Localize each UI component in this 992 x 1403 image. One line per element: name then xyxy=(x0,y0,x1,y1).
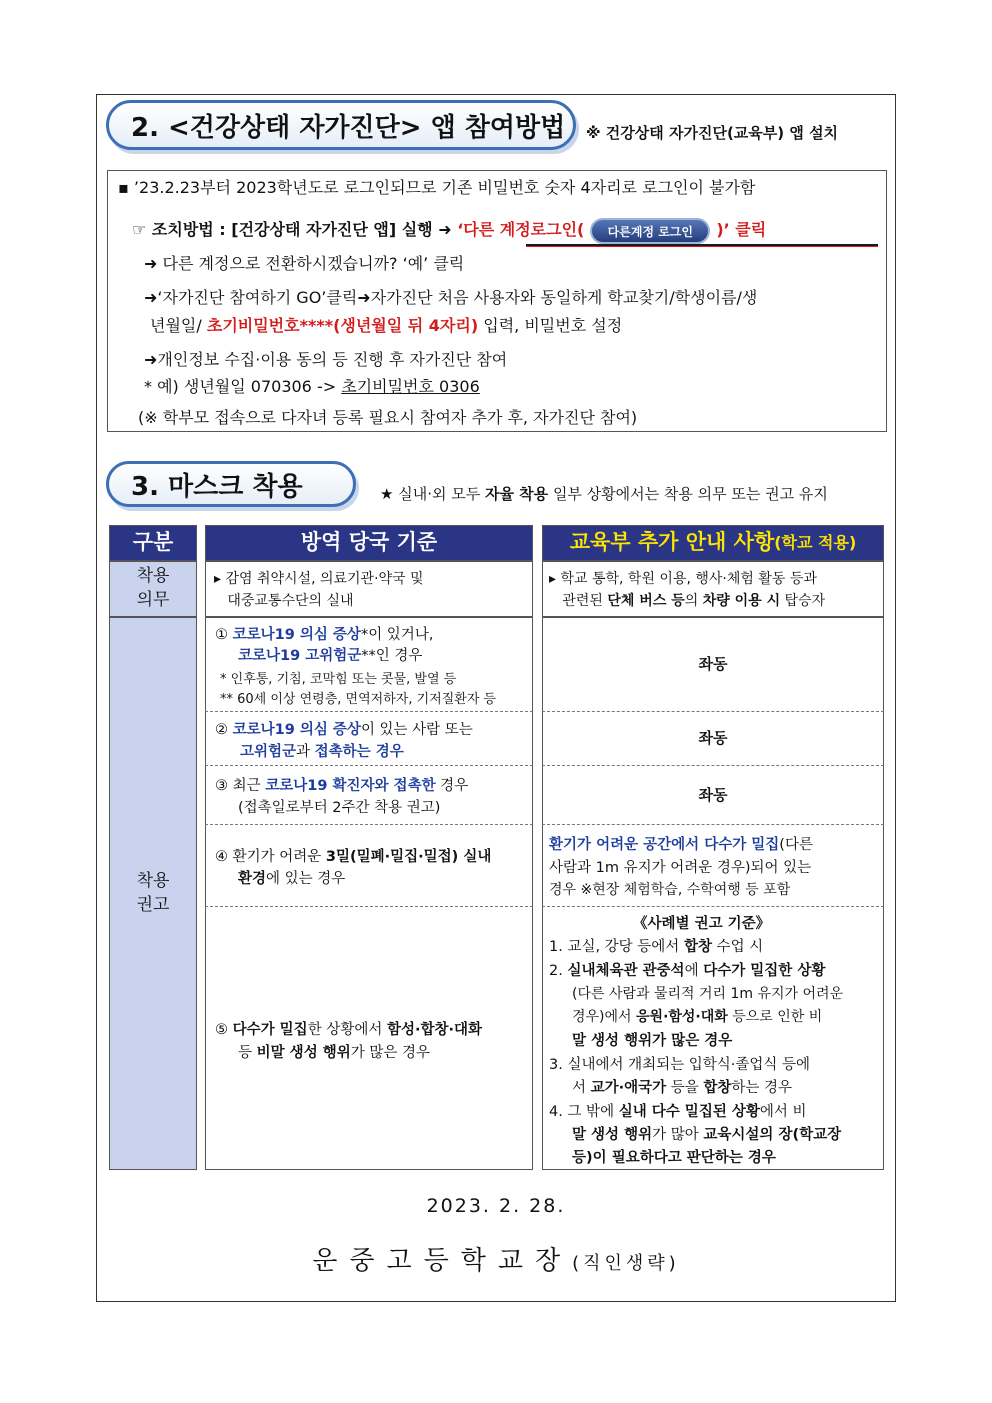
row1-l1 xyxy=(215,623,433,644)
section3-title xyxy=(106,461,356,507)
row2-l2 xyxy=(240,740,404,761)
r3-post: 경우 xyxy=(435,778,469,794)
r5-b1: 다수가 밀집 xyxy=(232,1022,308,1038)
note-a: 실내·외 모두 xyxy=(393,485,485,503)
row3-l1 xyxy=(215,774,468,795)
action-red-b: )’ 클릭 xyxy=(716,220,767,239)
r5-r9-b1: 말 생성 행위 xyxy=(572,1127,653,1143)
header-category: 구분 xyxy=(109,525,197,561)
example-line xyxy=(144,374,480,400)
r5-r8-pre: 4. 그 밖에 xyxy=(549,1104,619,1120)
mandatory-left-a: ▸ 감염 취약시설, 의료기관·약국 및 xyxy=(214,571,424,587)
action-prefix: ☞ 조치방법 : [건강상태 자가진단 앱] 실행 ➜ xyxy=(132,220,458,239)
r2-blue: 코로나19 의심 증상 xyxy=(232,722,361,738)
r1-l2-post: **인 경우 xyxy=(361,648,423,664)
r4-r1-post: (다른 xyxy=(779,837,813,853)
recommend-label-a: 착용 xyxy=(136,870,170,891)
mr-bold2: 차량 이용 시 xyxy=(702,593,781,610)
r5-b2: 함성·합창·대화 xyxy=(386,1022,483,1038)
r1-post: *이 있거나, xyxy=(360,627,434,643)
r5-r4-post: 등으로 인한 비 xyxy=(727,1009,823,1025)
r4-l2-post: 에 있는 경우 xyxy=(266,871,346,887)
r5-r9-mid: 가 많아 xyxy=(652,1127,704,1143)
section2-title xyxy=(106,100,576,150)
mandatory-right-a: ▸ 학교 통학, 학원 이용, 행사·체험 활동 등과 xyxy=(549,571,817,587)
other-account-login-button[interactable]: 다른계정 로그인 xyxy=(590,218,710,244)
mr-bold1: 단체 버스 등 xyxy=(607,593,685,610)
r4-r1-blue: 환기가 어려운 공간에서 다수가 밀집 xyxy=(549,837,780,853)
sep-2-left xyxy=(205,765,533,766)
sep-4-left xyxy=(205,906,533,907)
r2-l2-blue2: 접촉하는 경우 xyxy=(314,744,404,760)
row5-r4 xyxy=(572,1006,822,1026)
r5-r2-b2: 다수가 밀집한 상황 xyxy=(703,963,826,979)
row5-l2 xyxy=(238,1041,430,1062)
r5-r1-b: 합창 xyxy=(683,939,712,955)
row5-r9 xyxy=(572,1123,841,1144)
step2-b xyxy=(150,313,622,339)
action-red-a: ‘다른 계정로그인( xyxy=(457,220,585,239)
section3-note xyxy=(380,483,828,504)
example-pre: * 예) 생년월일 070306 -> xyxy=(144,377,342,396)
mr-mid: 의 xyxy=(684,593,703,610)
seal-note: (직인생략) xyxy=(572,1253,680,1274)
row4-l2 xyxy=(238,867,345,888)
example-underlined: 초기비밀번호 0306 xyxy=(341,377,480,396)
mr-pre: 관련된 xyxy=(549,593,608,610)
r5-r8-b: 실내 다수 밀집된 상황 xyxy=(618,1104,760,1120)
mandatory-label xyxy=(109,561,197,617)
r1-blue: 코로나19 의심 증상 xyxy=(232,627,361,643)
r5-l2-b: 비말 생성 행위 xyxy=(256,1045,351,1061)
mandatory-ministry xyxy=(542,561,884,617)
header-ministry xyxy=(542,525,884,561)
sep-3-right xyxy=(542,824,884,825)
star-icon: ★ xyxy=(380,485,394,503)
step2-b-pre: 년월일/ xyxy=(150,316,207,335)
r5-mid: 한 상황에서 xyxy=(307,1022,387,1038)
sep-3-left xyxy=(205,824,533,825)
section2-note: ※ 건강상태 자가진단(교육부) 앱 설치 xyxy=(586,124,839,142)
r3-pre: ③ 최근 xyxy=(215,778,266,794)
step2-b-post: 입력, 비밀번호 설정 xyxy=(478,316,623,335)
header-authority: 방역 당국 기준 xyxy=(205,525,533,561)
r5-l2-post: 가 많은 경우 xyxy=(350,1045,431,1061)
action-line xyxy=(132,217,766,244)
mandatory-right-b xyxy=(549,590,877,612)
row3-right: 좌동 xyxy=(698,785,728,804)
r5-r9-b2: 교육시설의 장(학교장 xyxy=(703,1127,842,1143)
row2-right: 좌동 xyxy=(698,729,728,747)
r3-blue: 코로나19 확진자와 접촉한 xyxy=(265,778,436,794)
mandatory-label-a: 착용 xyxy=(136,566,170,587)
recommend-label-b: 권고 xyxy=(136,894,170,915)
r5-r4-b: 응원·함성·대화 xyxy=(636,1009,728,1025)
row5-r5: 말 생성 행위가 많은 경우 xyxy=(572,1033,733,1049)
r5-r7-post: 하는 경우 xyxy=(731,1080,793,1096)
document-date: 2023. 2. 28. xyxy=(426,1195,566,1217)
row5-right-title: 《사례별 권고 기준》 xyxy=(633,916,771,932)
action-underline xyxy=(526,244,878,247)
row5-r3: (다른 사람과 물리적 거리 1m 유지가 어려운 xyxy=(572,986,844,1002)
step1: ➜ 다른 계정으로 전환하시겠습니까? ‘예’ 클릭 xyxy=(144,254,465,273)
row2-l1 xyxy=(215,718,473,739)
r5-r4-pre: 경우)에서 xyxy=(572,1009,637,1025)
r4-l2-bold: 환경 xyxy=(238,871,267,887)
section2-title-text: 2. <건강상태 자가진단> 앱 참여방법 xyxy=(131,112,566,143)
row4-r2: 사람과 1m 유지가 어려운 경우)되어 있는 xyxy=(549,860,812,876)
r5-r2-b1: 실내체육관 관중석 xyxy=(567,963,685,979)
bullet-notice: ▪ ’23.2.23부터 2023학년도로 로그인되므로 기존 비밀번호 숫자 4자리로 로그인이 불가함 xyxy=(118,178,756,197)
row1-right: 좌동 xyxy=(698,655,728,673)
signer-name: 운중고등학교장 xyxy=(312,1246,573,1276)
r5-pre: ⑤ xyxy=(215,1022,233,1038)
parent-note: (※ 학부모 접속으로 다자녀 등록 필요시 참여자 추가 후, 자가진단 참여) xyxy=(138,408,638,427)
signature-line xyxy=(0,1240,992,1277)
row4-r3: 경우 ※현장 체험학습, 수학여행 등 포함 xyxy=(549,882,791,898)
header-ministry-main: 교육부 추가 안내 사항 xyxy=(569,530,775,555)
r5-r1-post: 수업 시 xyxy=(711,939,764,955)
note-tail: 일부 상황에서는 착용 의무 또는 권고 유지 xyxy=(548,485,828,503)
r2-l2-blue1: 고위험군 xyxy=(240,744,297,760)
r5-r7-mid: 등을 xyxy=(666,1080,704,1096)
row1-l4: ** 60세 이상 연령층, 면역저하자, 기저질환자 등 xyxy=(220,692,497,707)
row4-r1 xyxy=(549,833,813,854)
header-ministry-sub: (학교 적용) xyxy=(774,533,857,553)
mandatory-left-b: 대중교통수단의 실내 xyxy=(214,593,354,610)
r5-r7-b1: 교가·애국가 xyxy=(590,1080,667,1096)
r5-r7-pre: 서 xyxy=(572,1080,591,1096)
r2-pre: ② xyxy=(215,722,233,738)
row1-l3: * 인후통, 기침, 코막힘 또는 콧물, 발열 등 xyxy=(220,672,457,687)
r5-r2-mid: 에 xyxy=(684,963,704,979)
row5-r2 xyxy=(549,959,825,980)
step2-a: ➜‘자가진단 참여하기 GO’클릭➜자가진단 처음 사용자와 동일하게 학교찾기/학생이름/생 xyxy=(144,288,758,307)
section2-box xyxy=(107,170,887,432)
r5-r2-pre: 2. xyxy=(549,963,568,979)
sep-1-left xyxy=(205,711,533,712)
sep-4-right xyxy=(542,906,884,907)
row3-l2: (접촉일로부터 2주간 착용 권고) xyxy=(238,800,441,816)
row5-r1 xyxy=(549,935,763,956)
section3-title-text: 3. 마스크 착용 xyxy=(131,471,303,502)
r2-post: 이 있는 사람 또는 xyxy=(360,722,473,738)
row5-r8 xyxy=(549,1100,807,1121)
mr-post: 탑승자 xyxy=(780,593,826,610)
note-bold: 자율 착용 xyxy=(484,485,549,503)
row1-l2 xyxy=(238,644,422,665)
r2-l2-mid: 과 xyxy=(296,744,315,760)
r1-pre: ① xyxy=(215,627,233,643)
mandatory-authority xyxy=(205,561,533,617)
r5-r1-pre: 1. 교실, 강당 등에서 xyxy=(549,939,684,955)
r4-bold: 3밀(밀폐·밀집·밀접) 실내 xyxy=(325,849,492,865)
row5-r10: 등)이 필요하다고 판단하는 경우 xyxy=(572,1150,776,1166)
r5-l2-pre: 등 xyxy=(238,1045,257,1061)
row4-l1 xyxy=(215,845,491,866)
r1-l2-blue: 코로나19 고위험군 xyxy=(238,648,362,664)
row5-l1 xyxy=(215,1018,482,1039)
recommend-label xyxy=(109,617,197,1170)
step3: ➜개인정보 수집·이용 동의 등 진행 후 자가진단 참여 xyxy=(144,350,508,369)
row5-r6: 3. 실내에서 개최되는 입학식·졸업식 등에 xyxy=(549,1057,810,1073)
step2-b-red: 초기비밀번호****(생년월일 뒤 4자리) xyxy=(206,316,479,335)
row5-r7 xyxy=(572,1076,792,1097)
r4-pre: ④ 환기가 어려운 xyxy=(215,849,326,865)
r5-r7-b2: 합창 xyxy=(703,1080,732,1096)
mandatory-label-b: 의무 xyxy=(136,590,170,610)
r5-r8-post: 에서 비 xyxy=(759,1104,807,1120)
